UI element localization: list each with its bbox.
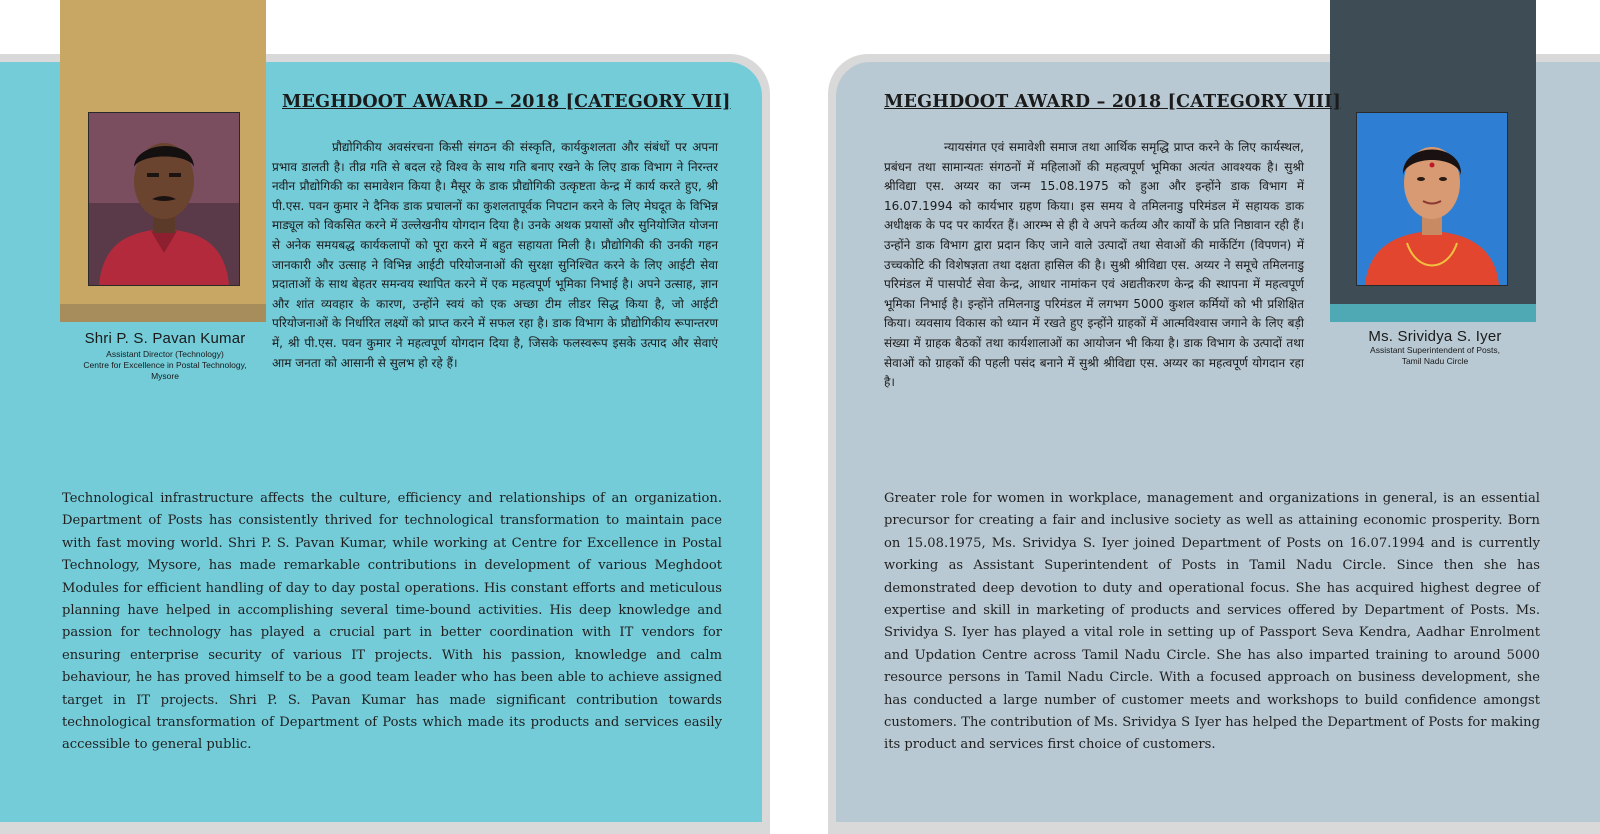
award-title-right: MEGHDOOT AWARD – 2018 [CATEGORY VIII] (884, 92, 1342, 112)
hindi-citation-left (62, 138, 718, 410)
hindi-paragraph-right: न्यायसंगत एवं समावेशी समाज तथा आर्थिक समृद्धि प्राप्त करने के लिए कार्यस्थल, प्रबंधन तथा सामान्यतः संगठनों में महिलाओं की महत्वपूर्ण भूमिका अत्यंत आवश्यक है। सुश्री श्रीविद्या एस. अय्यर का जन्म 15.08.1975 को हुआ और इन्होंने डाक विभाग में 16.07.1994 को कार्यभार ग्रहण किया। इस समय वे तमिलनाडु परिमंडल में सहायक डाक अधीक्षक के पद पर कार्यरत हैं। आरम्भ से ही वे अपने कर्तव्य और कार्यों के प्रति निष्ठावान रही हैं। उन्होंने डाक विभाग द्वारा प्रदान किए जाने वाले उत्पादों तथा सेवाओं की मार्केटिंग (विपणन) में उच्चकोटि की विशेषज्ञता तथा दक्षता हासिल की है। सुश्री श्रीविद्या एस. अय्यर ने समूचे तमिलनाडु परिमंडल में पासपोर्ट सेवा केन्द्र, आधार नामांकन एवं अद्यतीकरण केन्द्र की स्थापना में महत्वपूर्ण भूमिका निभाई है। इन्होंने तमिलनाडु परिमंडल में लगभग 5000 कुशल कर्मियों को भी प्रशिक्षित किया। व्यवसाय विकास को ध्यान में रखते हुए इन्होंने ग्राहकों में आत्मविश्वास जगाने के लिए बड़ी संख्या में ग्राहक बैठकों तथा कार्यशालाओं का आयोजन भी किया है। डाक विभाग के उत्पादों तथा सेवाओं को ग्राहकों की पहली पसंद बनाने में सुश्री श्रीविद्या एस. अय्यर का महत्वपूर्ण योगदान रहा है। (884, 140, 1304, 390)
awardee-name-right: Ms. Srividya S. Iyer (1368, 328, 1502, 345)
right-ribbon-band (1330, 304, 1536, 322)
english-citation-left: Technological infrastructure affects the culture, efficiency and relationships of an organization. Department of Posts has consistently thrived for technological transformation to maintain pace with fast moving world. Shri P. S. Pavan Kumar, while working at Centre for Excellence in Postal Technology, Mysore, has made remarkable contributions in development of various Meghdoot Modules for efficient handling of day to day postal operations. His constant efforts and meticulous planning have helped in accomplishing several time-bound activities. His deep knowledge and passion for technology has played a crucial part in better coordination with IT vendors for ensuring enterprise security of various IT projects. With his passion, knowledge and calm behaviour, he has proved himself to be a good team leader who has been able to achieve assigned target in IT projects. Shri P. S. Pavan Kumar has made significant contribution towards technological transformation of Department of Posts which made its products and services easily accessible to general public. (62, 491, 722, 753)
hindi-paragraph-left: प्रौद्योगिकीय अवसंरचना किसी संगठन की संस्कृति, कार्यकुशलता और संबंधों पर अपना प्रभाव डालती है। तीव्र गति से बदल रहे विश्व के साथ गति बनाए रखने के लिए डाक विभाग ने निरन्तर नवीन प्रौद्योगिकी का समावेशन किया है। मैसूर के डाक प्रौद्योगिकी उत्कृष्टता केन्द्र में कार्य करते हुए, श्री पी.एस. पवन कुमार ने दैनिक डाक प्रचालनों का कुशलतापूर्वक निपटान करने के लिए मेघदूत के विभिन्न माड्यूल को विकसित करने में उल्लेखनीय योगदान दिया है। उनके अथक प्रयासों और सुनियोजित योजना से अनेक समयबद्ध कार्यकलापों को पूरा करने में बहुत सहायता मिली है। प्रौद्योगिकी की उनकी गहन जानकारी और उत्साह ने विभिन्न आईटी परियोजनाओं की सुरक्षा सुनिश्चित करने के लिए आईटी सेवा प्रदाताओं के साथ बेहतर समन्वय स्थापित करने में एक महत्वपूर्ण भूमिका निभाई है। अपने उत्साह, ज्ञान और शांत व्यवहार के कारण, उन्होंने स्वयं को एक अच्छा टीम लीडर सिद्ध किया है, जो आईटी परियोजनाओं के निर्धारित लक्ष्यों को प्राप्त करने में सफल रहा है। डाक विभाग के प्रौद्योगिकीय रूपान्तरण में, श्री पी.एस. पवन कुमार ने महत्वपूर्ण योगदान दिया है, जिसके फलस्वरूप इसके उत्पाद और सेवाएं आम जनता को आसानी से सुलभ हो रहे हैं। (272, 140, 718, 370)
photo-wrap-spacer (62, 138, 272, 410)
hindi-citation-right (884, 138, 1304, 393)
portrait-photo-srividya-iyer (1356, 112, 1508, 286)
awardee-designation-right: Assistant Superintendent of Posts, Tamil Nadu Circle (1370, 345, 1500, 366)
awardee-designation-left: Assistant Director (Technology) Centre for Excellence in Postal Technology, Mysore (83, 349, 247, 381)
award-title-left: MEGHDOOT AWARD – 2018 [CATEGORY VII] (282, 92, 731, 112)
english-citation-right: Greater role for women in workplace, management and organizations in general, is an essential precursor for creating a fair and inclusive society as well as attaining economic prosperity. Born on 15.08.1975, Ms. Srividya S. Iyer joined Department of Posts on 16.07.1994 and is currently working as Assistant Superintendent of Posts in Tamil Nadu Circle. Since then she has demonstrated deep devotion to duty and operational focus. She has acquired highest degree of expertise and skill in marketing of products and services offered by Department of Posts. Ms. Srividya S. Iyer has played a vital role in setting up of Passport Seva Kendra, Aadhar Enrolment and Updation Centre across Tamil Nadu Circle. She has also imparted training to around 5000 resource persons in Tamil Nadu Circle. With a focused approach on business development, she has conducted a large number of customer meets and workshops to build confidence amongst customers. The contribution of Ms. Srividya S Iyer has helped the Department of Posts for making its product and services first choice of customers. (884, 491, 1540, 753)
awardee-name-left: Shri P. S. Pavan Kumar (84, 330, 246, 347)
